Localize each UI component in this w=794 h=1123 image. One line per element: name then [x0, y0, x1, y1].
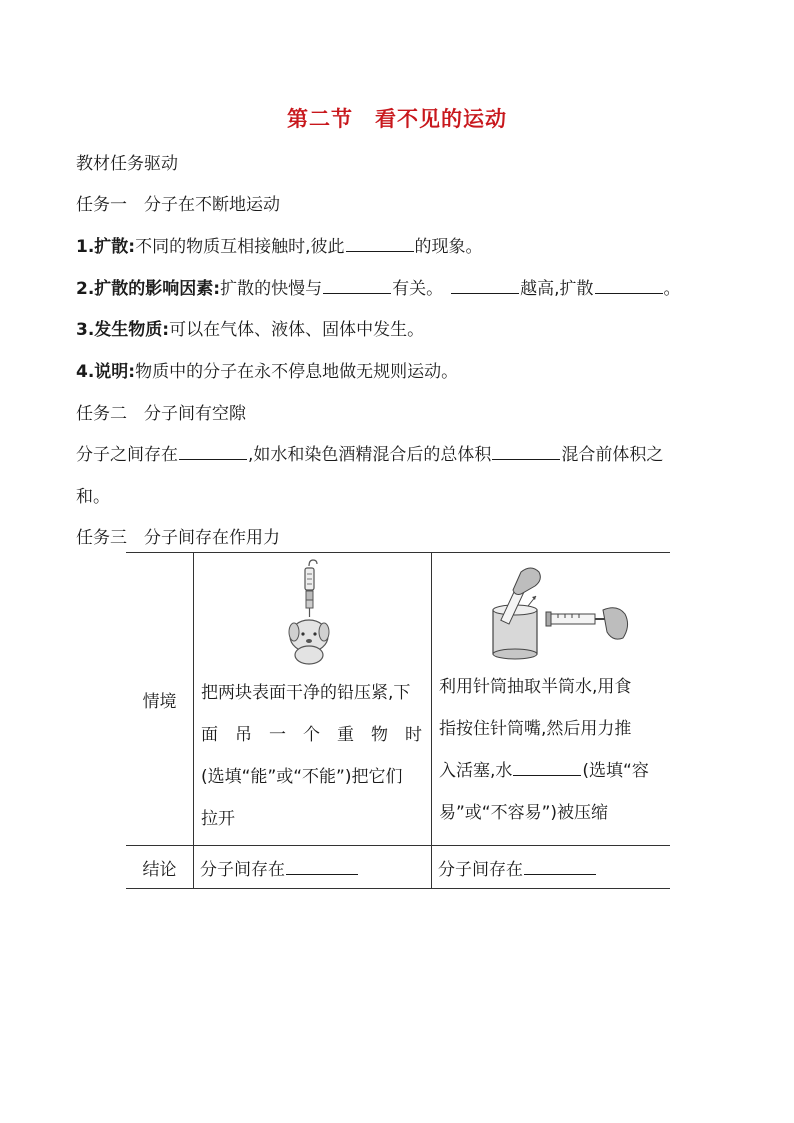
page-title: [0, 103, 794, 133]
table-row: [126, 846, 670, 889]
task2-text-b: ,如水和染色酒精混合后的总体积: [248, 445, 492, 465]
blank: [286, 860, 358, 875]
item1-before: 不同的物质互相接触时,彼此: [135, 237, 345, 257]
item2-before: 扩散的快慢与: [220, 279, 323, 299]
syringe-illustration: [433, 554, 669, 666]
item3-text: 可以在气体、液体、固体中发生。: [169, 320, 425, 340]
item1-label: 1.扩散:: [76, 237, 136, 257]
conclusion-right-text: 分子间存在: [438, 859, 523, 880]
right-text-line: 利用针筒抽取半筒水,用食: [439, 677, 632, 697]
row-label-scenario: 情境: [126, 553, 194, 846]
conclusion-right-cell: [432, 846, 671, 889]
left-text-line: (选填“能”或“不能”)把它们: [201, 767, 403, 787]
left-text-line: 面 吊 一 个 重 物 时: [201, 725, 422, 745]
task1-item4: [76, 357, 458, 382]
row-label-conclusion: 结论: [126, 846, 194, 889]
left-text-line: 把两块表面干净的铅压紧,下: [201, 683, 411, 703]
conclusion-left-cell: [194, 846, 432, 889]
title-topic: 看不见的运动: [375, 107, 507, 131]
left-text-line: 拉开: [201, 809, 235, 829]
scenario-right-text: [433, 666, 669, 838]
right-text-3b: (选填“容: [582, 761, 649, 781]
table-row: [126, 553, 670, 846]
right-text-line: 指按住针筒嘴,然后用力推: [439, 719, 632, 739]
task1-item2: [76, 274, 681, 299]
task2-heading: 任务二 分子间有空隙: [76, 404, 246, 424]
scenario-left-cell: [194, 553, 432, 846]
task3-heading: 任务三 分子间存在作用力: [76, 528, 280, 548]
blank: [524, 860, 596, 875]
task1-heading: 任务一 分子在不断地运动: [76, 195, 280, 215]
right-text-line: [439, 750, 663, 792]
item4-text: 物质中的分子在永不停息地做无规则运动。: [135, 362, 459, 382]
scenario-right-cell: [432, 553, 671, 846]
task1-item3: [76, 315, 424, 340]
right-text-3a: 入活塞,水: [439, 761, 513, 781]
blank: [451, 279, 519, 294]
item2-label: 2.扩散的影响因素:: [76, 279, 221, 299]
section-label: 教材任务驱动: [76, 154, 178, 174]
conclusion-left-text: 分子间存在: [200, 859, 285, 880]
item3-label: 3.发生物质:: [76, 320, 170, 340]
scenario-left-text: [195, 672, 430, 844]
blank: [492, 445, 560, 460]
task2-text-a: 分子之间存在: [76, 445, 178, 465]
task2-text-c: 混合前体积之: [561, 445, 664, 465]
item1-after: 的现象。: [414, 237, 483, 257]
title-section: 第二节: [287, 107, 353, 131]
item2-mid2: 越高,扩散: [520, 279, 594, 299]
blank: [179, 445, 247, 460]
task2-line1: [76, 440, 663, 465]
task3-table: [126, 552, 670, 889]
task2-line2: 和。: [76, 487, 110, 507]
lead-block-weight-illustration: [195, 554, 430, 672]
right-text-line: 易”或“不容易”)被压缩: [439, 803, 609, 823]
item2-mid1: 有关。: [392, 279, 444, 299]
task1-item1: [76, 232, 483, 257]
blank: [595, 279, 663, 294]
blank: [346, 237, 414, 252]
item2-after: 。: [663, 279, 681, 299]
blank: [513, 761, 581, 776]
item4-label: 4.说明:: [76, 362, 136, 382]
blank: [323, 279, 391, 294]
